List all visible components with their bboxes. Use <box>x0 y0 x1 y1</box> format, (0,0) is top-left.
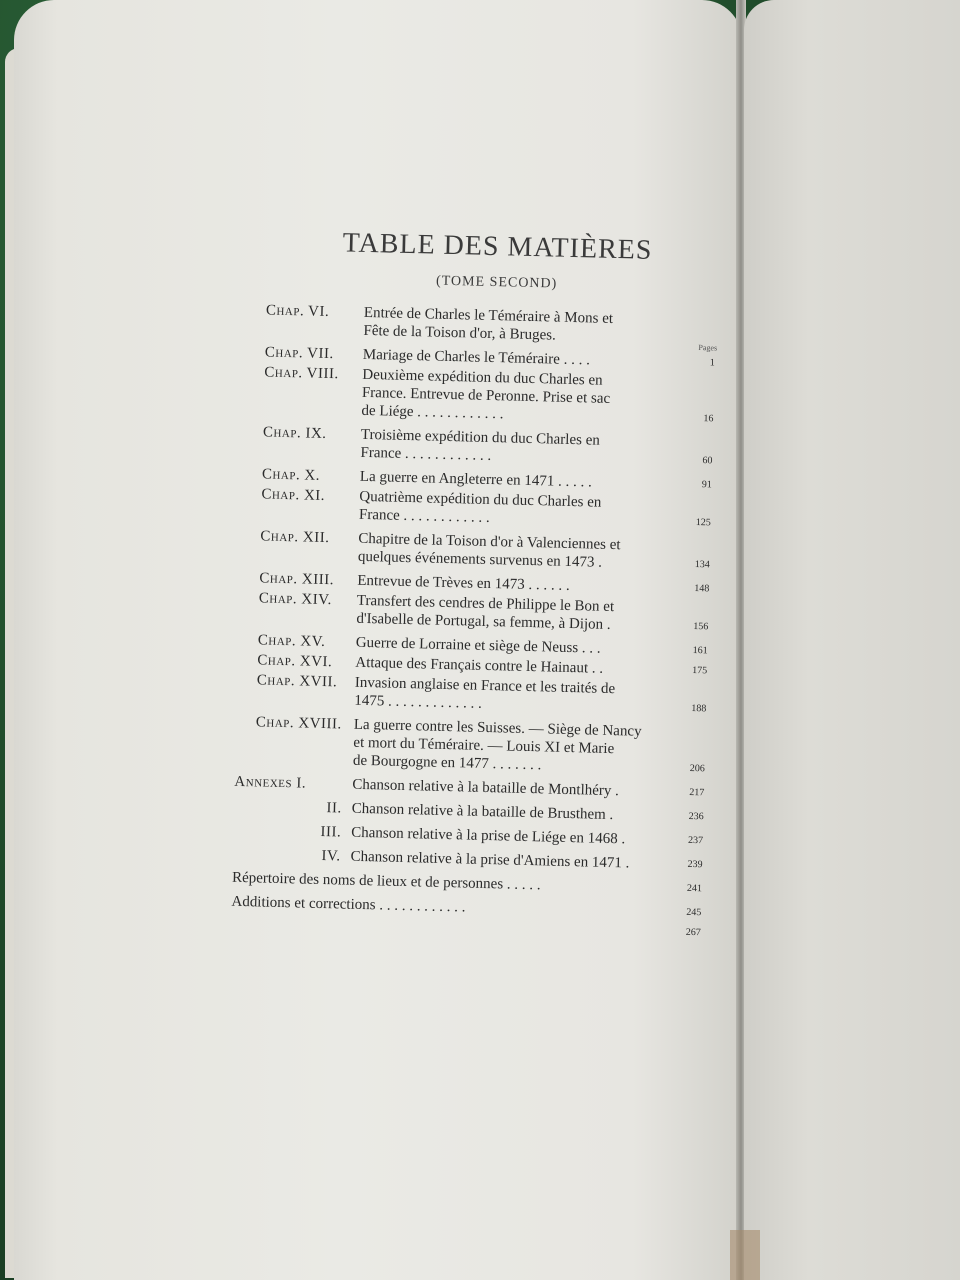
chapter-label: Chap. XII. <box>260 528 330 547</box>
chapter-title: Quatrième expédition du duc Charles en France . . . . . . . . . . . . <box>358 488 602 526</box>
page-number: 60 <box>702 455 713 467</box>
chapter-label: Chap. XIII. <box>259 570 335 589</box>
chapter-title: Chapitre de la Toison d'or à Valenciennes et quelques événements survenus en 1473 . <box>357 530 621 571</box>
chapter-title: Guerre de Lorraine et siège de Neuss . . . <box>355 634 601 657</box>
chapter-title: Mariage de Charles le Téméraire . . . . <box>362 346 591 369</box>
toc-entry <box>240 527 711 574</box>
annex-label: Annexes I. <box>234 773 307 792</box>
chapter-title: Attaque des Français contre le Hainaut . . <box>355 654 604 677</box>
chapter-title: Entrevue de Trèves en 1473 . . . . . . <box>357 572 570 594</box>
page-number: 217 <box>689 786 705 799</box>
toc-entry <box>235 713 706 778</box>
annex-title: Chanson relative à la bataille de Brusthem . <box>351 800 614 824</box>
page-number: 134 <box>694 559 710 571</box>
page-number: 267 <box>685 926 701 939</box>
chapter-label: Chap. IX. <box>262 424 327 442</box>
spine-edge <box>730 1230 760 1280</box>
toc-entry <box>242 423 713 470</box>
annex-title: Chanson relative à la prise de Liége en 1468 . <box>350 824 626 848</box>
page-number: 236 <box>688 810 704 823</box>
chapter-label: Chap. VI. <box>265 302 330 321</box>
chapter-title: Entrée de Charles le Téméraire à Mons et Fête de la Toison d'or, à Bruges. <box>363 304 614 344</box>
chapter-label: Chap. X. <box>261 466 321 484</box>
chapter-label: Chap. XVI. <box>257 652 333 671</box>
pages-column-label: Pages <box>698 343 718 353</box>
appendix-title: Répertoire des noms de lieux et de personnes . . . . . <box>231 869 541 894</box>
toc-entry <box>245 301 716 348</box>
toc-title: TABLE DES MATIÈRES <box>342 227 653 266</box>
page-number: 16 <box>703 413 714 425</box>
page-number: 206 <box>689 762 705 775</box>
toc-entry <box>243 363 714 428</box>
chapter-label: Chap. VII. <box>264 344 334 363</box>
chapter-title: Troisième expédition du duc Charles en France . . . . . . . . . . . . <box>360 426 601 465</box>
page-number: 1 <box>709 357 715 369</box>
right-book-page <box>744 0 960 1280</box>
annex-title: Chanson relative à la bataille de Montlhéry . <box>352 776 620 800</box>
table-of-contents <box>231 225 718 942</box>
page-number: 239 <box>687 858 703 871</box>
page-number: 148 <box>694 583 710 595</box>
page-number: 188 <box>691 702 707 715</box>
toc-subtitle: (TOME SECOND) <box>435 273 558 292</box>
page-number: 241 <box>686 882 703 895</box>
chapter-title: Invasion anglaise en France et les traités de 1475 . . . . . . . . . . . . . <box>354 674 616 712</box>
page-number: 91 <box>701 479 712 491</box>
annex-label: IV. <box>321 847 341 865</box>
chapter-label: Chap. VIII. <box>264 364 339 383</box>
page-number: 237 <box>687 834 704 847</box>
chapter-title: La guerre en Angleterre en 1471 . . . . . <box>359 468 593 491</box>
page-number: 156 <box>693 621 709 633</box>
chapter-label: Chap. XVII. <box>256 672 338 691</box>
toc-list <box>231 301 716 942</box>
annex-title: Chanson relative à la prise d'Amiens en 1471 . <box>350 848 630 872</box>
chapter-label: Chap. XVIII. <box>255 714 342 733</box>
page-number: 245 <box>686 906 702 919</box>
page-number: 175 <box>692 664 708 677</box>
chapter-title: Transfert des cendres de Philippe le Bon et d'Isabelle de Portugal, sa femme, à Dijon . <box>356 592 615 633</box>
annex-label: II. <box>326 800 342 817</box>
page-number: 161 <box>692 644 708 657</box>
annex-label: III. <box>320 823 342 841</box>
chapter-label: Chap. XIV. <box>258 590 333 609</box>
chapter-title: Deuxième expédition du duc Charles en France. Entrevue de Peronne. Prise et sac de Liége . . . . . . . . . . . . <box>361 366 611 423</box>
chapter-title: La guerre contre les Suisses. — Siège de Nancy et mort du Téméraire. — Louis XI et Marie de Bourgogne en 1477 . . . . . . . <box>352 716 642 774</box>
page-number: 125 <box>695 517 711 529</box>
chapter-label: Chap. XV. <box>257 632 326 651</box>
chapter-label: Chap. XI. <box>261 486 326 504</box>
appendix-title: Additions et corrections . . . . . . . . . . . . <box>231 893 466 916</box>
